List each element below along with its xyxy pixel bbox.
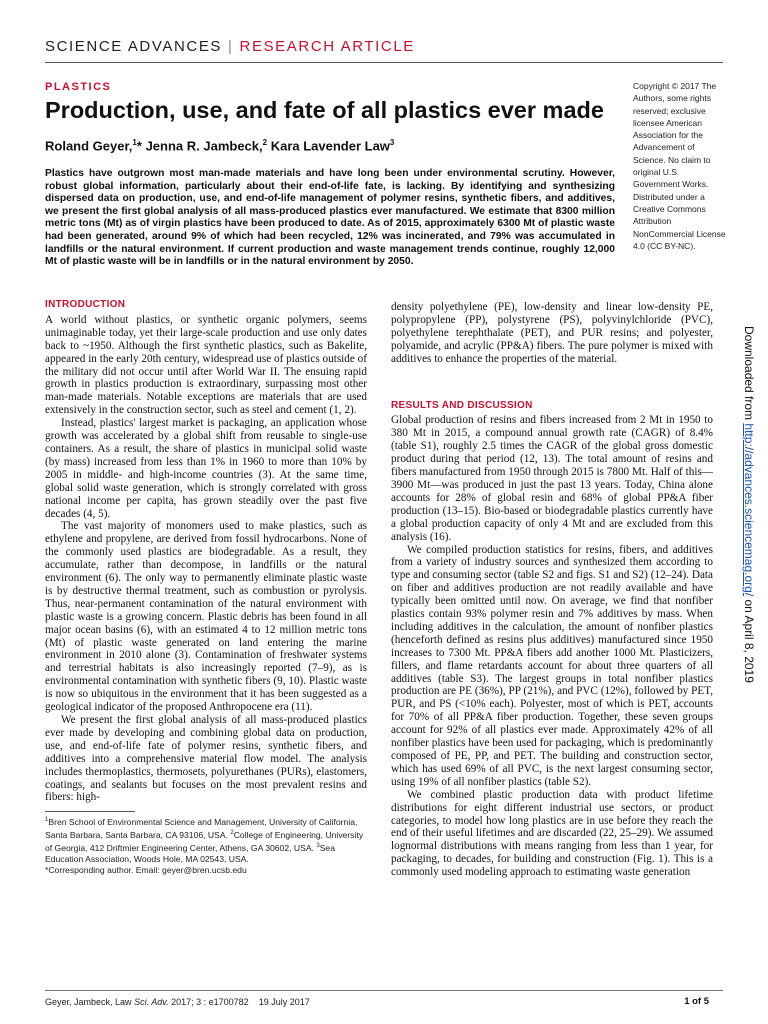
introduction-heading: INTRODUCTION	[45, 299, 126, 310]
citation-volume: 2017; 3 : e1700782	[171, 997, 249, 1007]
paragraph: A world without plastics, or synthetic organic polymers, seems unimaginable today, yet their large-scale production and use only dates back to ~1950. Although the first synthetic plastics, such as Bakelite, appeared in the early 20th century, widespread use of plastics outside of the military did not occur until after World War II. The ensuing rapid growth in plastics production is extraordinary, surpassing most other man-made materials. Notable exceptions are materials that are used extensively in the construction sector, such as steel and cement (1, 2).	[45, 313, 367, 417]
affiliation-text: Sea Education Association, Woods Hole, MA 02543, USA.	[45, 842, 335, 865]
author-name: Kara Lavender Law	[270, 138, 390, 154]
paragraph: The vast majority of monomers used to make plastics, such as ethylene and propylene, are derived from fossil hydrocarbons. None of the commonly used plastics are biodegradable. As a result, they accumulate, rather than decompose, in landfills or the natural environment (6). The only way to permanently eliminate plastic waste is by destructive thermal treatment, such as combustion or pyrolysis. Thus, near-permanent contamination of the natural environment with plastic waste is a growing concern. Plastic debris has been found in all major ocean basins (6), with an estimated 4 to 12 million metric tons (Mt) of plastic waste generated on land entering the marine environment in 2010 alone (3). Contamination of freshwater systems and terrestrial habitats is also increasingly reported (7–9), as is environmental contamination with synthetic fibers (9, 10). Plastic waste is now so ubiquitous in the environment that it has been suggested as a geological indicator of the proposed Anthropocene era (11).	[45, 520, 367, 714]
corresponding-author: *Corresponding author. Email: geyer@bren.ucsb.edu	[45, 865, 247, 876]
author-name: Roland Geyer,	[45, 138, 133, 154]
left-column	[45, 299, 367, 804]
paragraph: We combined plastic production data with product lifetime distributions for eight different industrial use sectors, or product categories, to model how long plastics are in use before they reach the end of their useful lifetimes and are discarded (22, 25–29). We assumed lognormal distributions with means ranging from less than 1 year, for packaging, to decades, for building and construction (Fig. 1). This is a commonly used modeling approach to estimating waste generation	[391, 788, 713, 879]
author-affiliation: 3	[389, 138, 395, 147]
download-text: Downloaded from	[742, 326, 756, 424]
author-affiliation: 1	[132, 138, 137, 147]
footnote-marker: 1	[45, 817, 49, 823]
citation-footer	[45, 997, 709, 1007]
paragraph: Instead, plastics' largest market is packaging, an application whose growth was accelerated by a global shift from reusable to single-use containers. As a result, the share of plastics in municipal solid waste (by mass) increased from less than 1% in 1960 to more than 10% by 2005 in middle- and high-income countries (3). At the same time, global solid waste generation, which is strongly correlated with gross national income per capita, has grown steadily over the past five decades (4, 5).	[45, 417, 367, 520]
results-heading: RESULTS AND DISCUSSION	[391, 399, 533, 411]
paragraph: We compiled production statistics for resins, fibers, and additives from a variety of industry sources and synthesized them according to type and consuming sector (table S2 and figs. S1 and S2) (12–24). Data on fiber and additives production are not readily available and have typically been omitted until now. On average, we find that nonfiber plastics contain 93% polymer resin and 7% additives by mass. When including additives in the calculation, the amount of nonfiber plastics (henceforth defined as resins plus additives) manufactured since 1950 increases to 7300 Mt. PP&A fibers add another 1000 Mt. Plasticizers, fillers, and flame retardants account for about three quarters of all additives (table S3). The largest groups in total nonfiber plastics production are PE (36%), PP (21%), and PVC (12%), followed by PET, PUR, and PS (<10% each). Polyester, most of which is PET, accounts for 70% of all PP&A fiber production. Together, these seven groups account for 92% of all plastics ever made. Approximately 42% of all nonfiber plastics have been used for packaging, which is predominantly composed of PE, PP, and PET. The building and construction sector, which has used 69% of all PVC, is the next largest consuming sector, using 19% of all nonfiber plastics (table S2).	[391, 543, 713, 788]
paragraph: We present the first global analysis of all mass-produced plastics ever made by developing and combining global data on production, use, and end-of-life fate of polymer resins, synthetic fibers, and additives into a comprehensive material flow model. The analysis includes thermoplastics, thermosets, polyurethanes (PURs), elastomers, coatings, and sealants but focuses on the most prevalent resins and fibers: high-	[45, 714, 367, 804]
author-name: Jenna R. Jambeck,	[145, 138, 263, 154]
paragraph: Global production of resins and fibers increased from 2 Mt in 1950 to 380 Mt in 2015, a compound annual growth rate (CAGR) of 8.4% (table S1), roughly 2.5 times the CAGR of the global gross domestic product during that period (12, 13). The total amount of resins and fibers manufactured from 1950 through 2015 is 7800 Mt. Half of this—3900 Mt—was produced in just the past 13 years. Today, China alone accounts for 28% of global resin and 68% of global PP&A fiber production (13–15). Bio-based or biodegradable plastics currently have a global production capacity of only 4 Mt and are excluded from this analysis (16).	[391, 414, 713, 543]
affiliation-text: Bren School of Environmental Science and Management, University of California, Santa Barbara, Santa Barbara, CA 93106, USA.	[45, 816, 358, 840]
article-type: RESEARCH ARTICLE	[239, 38, 415, 55]
section-label: PLASTICS	[45, 81, 112, 93]
footnote-rule	[45, 811, 135, 812]
affiliation-text: College of Engineering, University of Georgia, 412 Driftmier Engineering Center, Athens, GA 30602, USA.	[45, 829, 364, 853]
footnote-marker: 3	[316, 843, 320, 850]
header-rule	[45, 62, 723, 63]
citation-authors: Geyer, Jambeck, Law	[45, 997, 132, 1007]
author-affiliation: 2	[262, 138, 268, 147]
journal-header	[45, 38, 415, 55]
download-date: on April 8, 2019	[742, 596, 756, 683]
footer-rule	[45, 990, 723, 991]
author-list	[45, 138, 394, 153]
copyright-notice: Copyright © 2017 The Authors, some rights reserved; exclusive licensee American Association for the Advancement of Science. No claim to original U.S. Government Works. Distributed under a Creative Commons Attribution NonCommercial License 4.0 (CC BY-NC).	[633, 81, 726, 251]
corresponding-mark: *	[136, 138, 142, 154]
header-separator: |	[228, 38, 234, 55]
journal-name: SCIENCE ADVANCES	[45, 38, 223, 55]
right-column	[391, 301, 713, 879]
article-title: Production, use, and fate of all plastics ever made	[45, 97, 604, 123]
download-link[interactable]: http://advances.sciencemag.org/	[742, 423, 756, 597]
publication-date: 19 July 2017	[258, 997, 310, 1007]
abstract: Plastics have outgrown most man-made materials and have long been under environmental scrutiny. However, robust global information, particularly about their end-of-life fate, is lacking. By identifying and synthesizing dispersed data on production, use, and end-of-life management of polymer resins, synthetic fibers, and additives, we present the first global analysis of all mass-produced plastics ever manufactured. We estimate that 8300 million metric tons (Mt) as of virgin plastics have been produced to date. As of 2015, approximately 6300 Mt of plastic waste had been generated, around 9% of which had been recycled, 12% was incinerated, and 79% was accumulated in landfills or the natural environment. If current production and waste management trends continue, roughly 12,000 Mt of plastic waste will be in landfills or in the natural environment by 2050.	[45, 168, 615, 268]
page-number: 1 of 5	[684, 996, 709, 1007]
affiliations-footnote	[45, 815, 367, 877]
footnote-marker: 2	[230, 830, 234, 837]
paragraph: density polyethylene (PE), low-density and linear low-density PE, polypropylene (PP), polystyrene (PS), polyvinylchloride (PVC), polyethylene terephthalate (PET), and PUR resins; and polyester, polyamide, and acrylic (PP&A) fibers. The pure polymer is mixed with additives to enhance the properties of the material.	[391, 301, 713, 365]
citation-journal: Sci. Adv.	[134, 997, 169, 1007]
download-watermark	[742, 326, 756, 706]
